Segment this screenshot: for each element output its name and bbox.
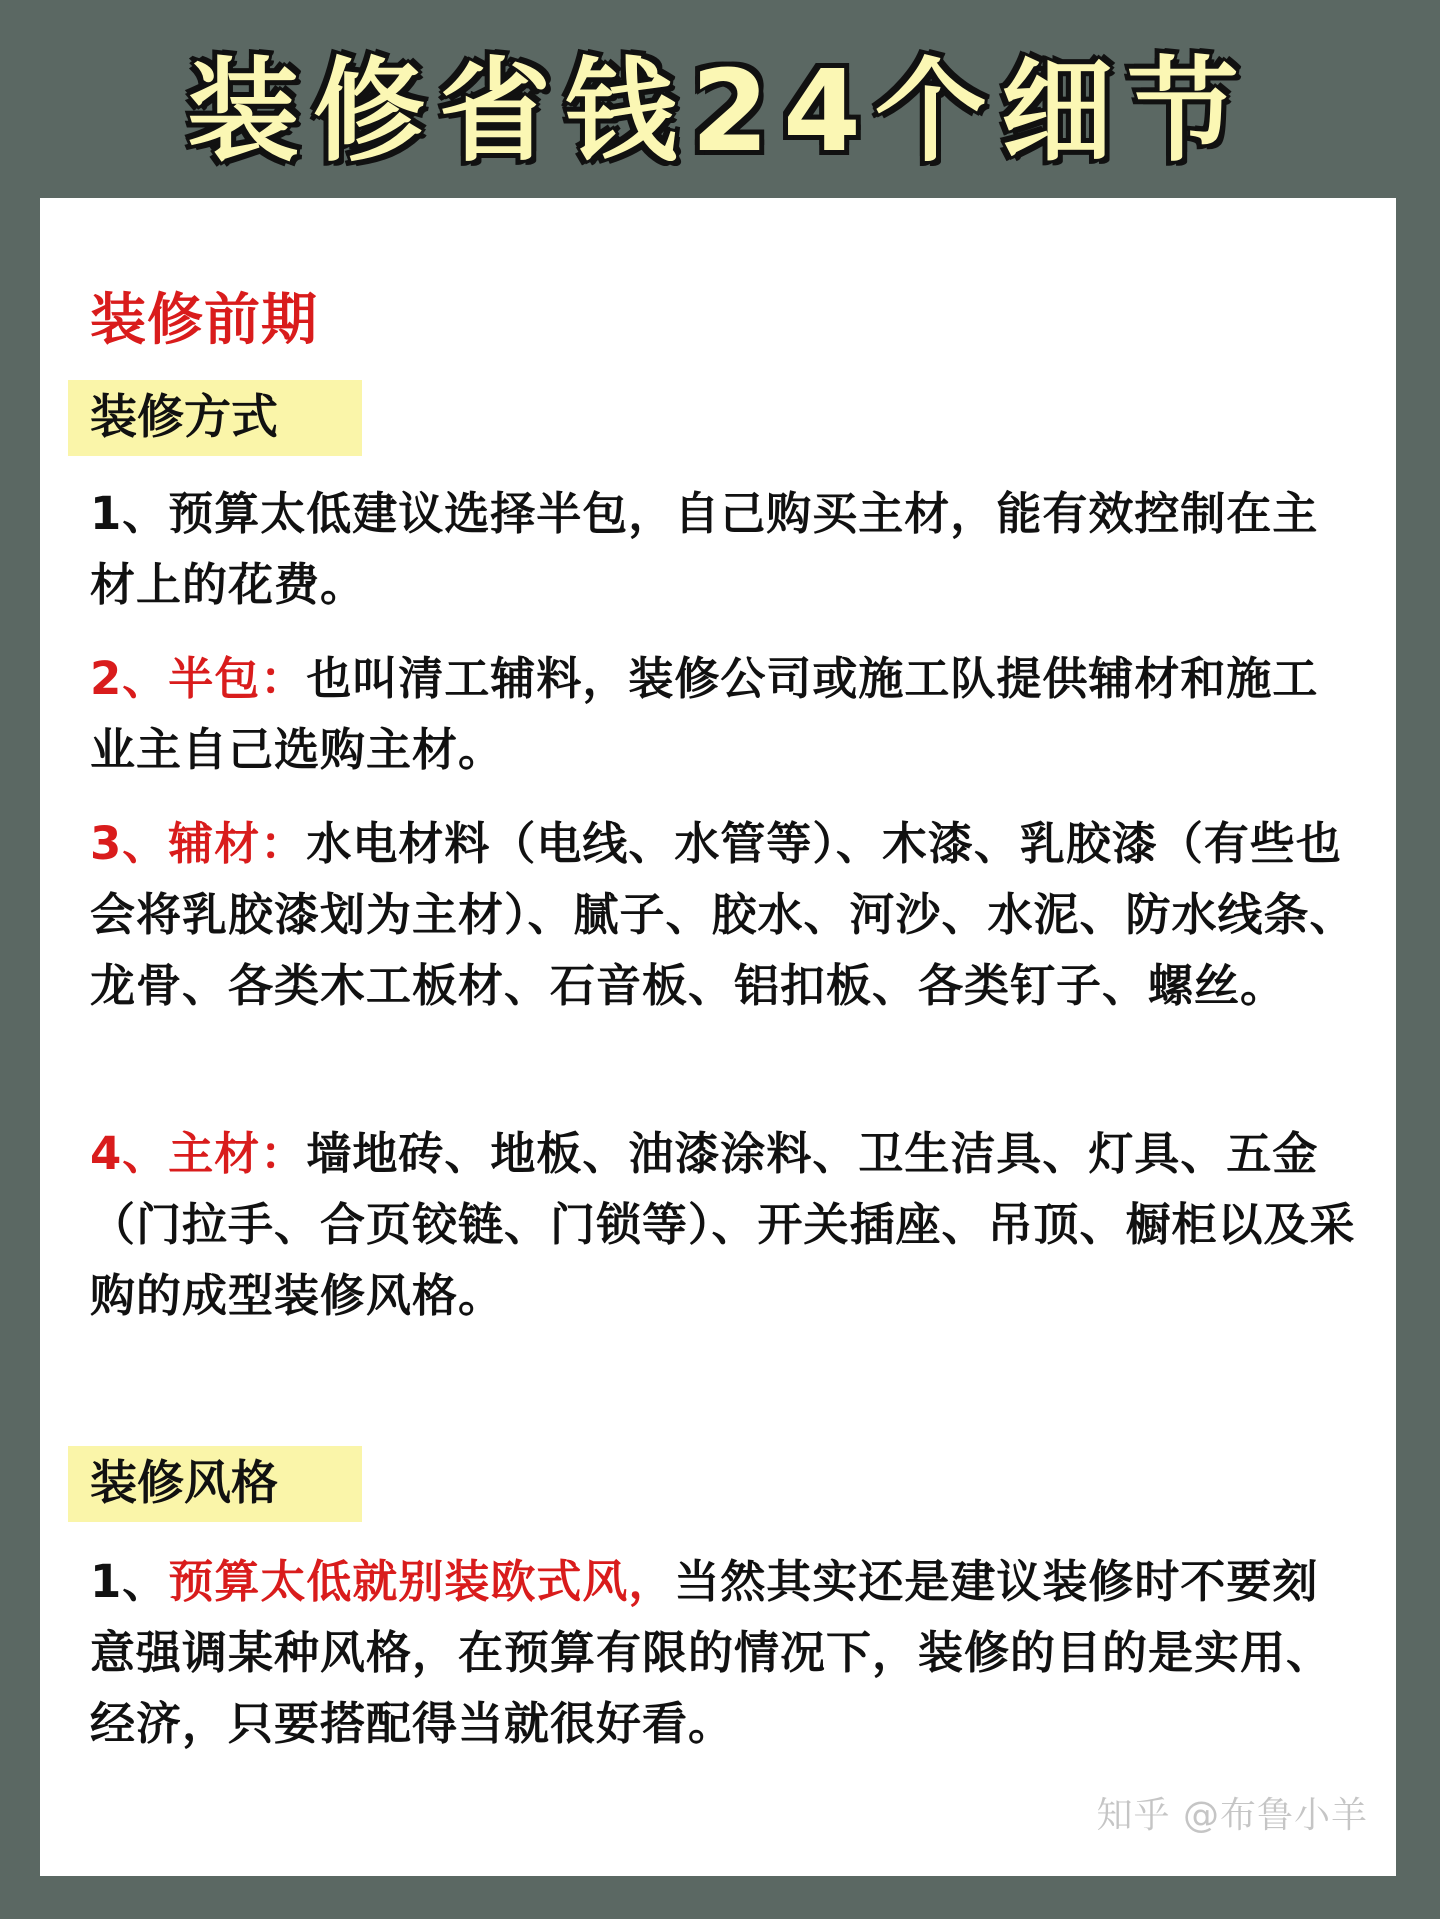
section-heading-preparation: 装修前期 <box>90 288 318 353</box>
page-title: 装修省钱24个细节 <box>187 47 1253 177</box>
paragraph-2 <box>90 643 1360 785</box>
content-card <box>40 198 1396 1876</box>
paragraph-3-label: 3、辅材： <box>90 817 307 870</box>
paragraph-4-label: 4、主材： <box>90 1127 307 1180</box>
paragraph-style-1-text: 当然其实还是建议装修时不要刻意强调某种风格，在预算有限的情况下，装修的目的是实用、经济，只要搭配得当就很好看。 <box>90 1555 1333 1750</box>
paragraph-2-label: 2、半包： <box>90 652 307 705</box>
paragraph-4-text: 墙地砖、地板、油漆涂料、卫生洁具、灯具、五金（门拉手、合页铰链、门锁等）、开关插座、吊顶、橱柜以及采购的成型装修风格。 <box>90 1127 1356 1322</box>
tag-renovation-method: 装修方式 <box>68 380 362 456</box>
tag-renovation-style: 装修风格 <box>68 1446 362 1522</box>
paragraph-style-1 <box>90 1546 1360 1759</box>
paragraph-style-1-highlight: 预算太低就别装欧式风， <box>168 1555 675 1608</box>
paragraph-3-text: 水电材料（电线、水管等）、木漆、乳胶漆（有些也会将乳胶漆划为主材）、腻子、胶水、河沙、水泥、防水线条、龙骨、各类木工板材、石音板、铝扣板、各类钉子、螺丝。 <box>90 817 1356 1012</box>
paragraph-style-1-prefix: 1、 <box>90 1555 169 1608</box>
paragraph-2-text: 也叫清工辅料，装修公司或施工队提供辅材和施工业主自己选购主材。 <box>90 652 1319 776</box>
paragraph-1-text: 1、预算太低建议选择半包，自己购买主材，能有效控制在主材上的花费。 <box>90 487 1319 611</box>
paragraph-4 <box>90 1118 1360 1331</box>
paragraph-1 <box>90 478 1360 620</box>
paragraph-3 <box>90 808 1360 1021</box>
zhihu-watermark: 知乎 @布鲁小羊 <box>1096 1795 1368 1836</box>
